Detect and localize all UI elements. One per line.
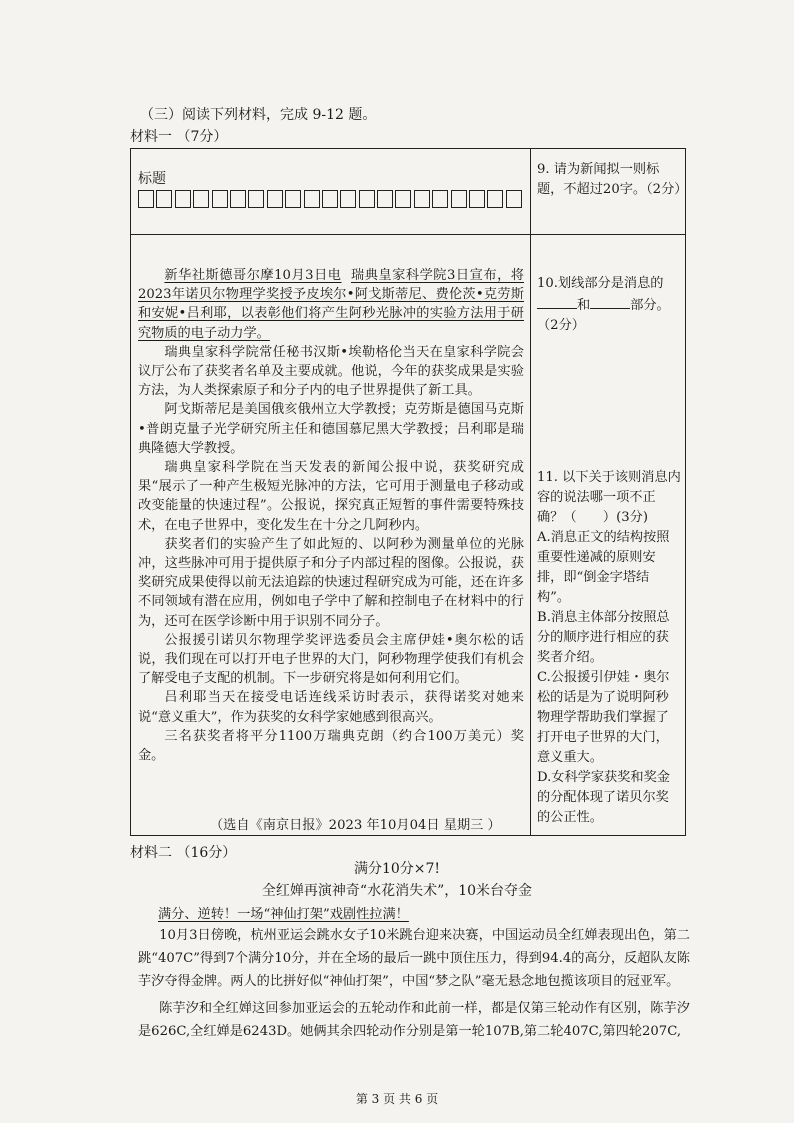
- title-answer-box[interactable]: [285, 190, 301, 208]
- question-9-text: 9. 请为新闻拟一则标题，不超过20字。（2分）: [537, 162, 688, 197]
- material2-score: （16分）: [176, 845, 237, 861]
- title-answer-box[interactable]: [359, 190, 375, 208]
- article-paragraph: 阿戈斯蒂尼是美国俄亥俄州立大学教授；克劳斯是德国马克斯•普朗克量子光学研究所主任和德国慕尼黑大学教授；吕利耶是瑞典隆德大学教授。: [138, 402, 524, 456]
- title-answer-box[interactable]: [175, 190, 191, 208]
- news-headline-1: 满分10分×7!: [353, 861, 441, 877]
- material1-name: 材料一: [130, 129, 172, 145]
- question-11: [537, 468, 681, 828]
- title-answer-box[interactable]: [230, 190, 246, 208]
- material2-body: [138, 924, 690, 1047]
- article-dateline: 新华社斯德哥尔摩10月3日电: [164, 268, 342, 283]
- title-answer-box[interactable]: [414, 190, 430, 208]
- title-answer-boxes[interactable]: [138, 190, 524, 208]
- table-divider-vertical: [530, 148, 531, 836]
- title-answer-box[interactable]: [322, 190, 338, 208]
- question-10-text-a: 10.划线部分是消息的: [537, 276, 664, 291]
- title-answer-box[interactable]: [248, 190, 264, 208]
- article-paragraph: 获奖者们的实验产生了如此短的、以阿秒为测量单位的光脉冲，这些脉冲可用于提供原子和分子内部过程的图像。公报说，获奖研究成果使得以前无法追踪的快速过程研究成为可能，还在许多不同领域有潜在应用，例如电子学中了解和控制电子在材料中的行为，还可在医学诊断中用于识别不同分子。: [138, 536, 524, 629]
- title-answer-box[interactable]: [304, 190, 320, 208]
- title-answer-box[interactable]: [267, 190, 283, 208]
- material1-score: （7分）: [176, 129, 228, 145]
- material2-name: 材料二: [130, 845, 172, 861]
- title-label: 标题: [138, 171, 166, 187]
- article-paragraph: 三名获奖者将平分1100万瑞典克朗（约合100万美元）奖金。: [138, 728, 524, 764]
- title-answer-box[interactable]: [506, 190, 522, 208]
- answer-blank[interactable]: [590, 294, 630, 309]
- article-paragraph: 公报援引诺贝尔物理学奖评选委员会主席伊娃•奥尔松的话说，我们现在可以打开电子世界的大门，阿秒物理学使我们有机会了解受电子支配的机制。下一步研究将是如何利用它们。: [138, 632, 524, 687]
- title-answer-box[interactable]: [487, 190, 503, 208]
- option-d[interactable]: D.女科学家获奖和奖金的分配体现了诺贝尔奖的公正性。: [537, 770, 670, 825]
- option-b[interactable]: B.消息主体部分按照总分的顺序进行相应的获奖者介绍。: [537, 610, 670, 665]
- title-answer-box[interactable]: [377, 190, 393, 208]
- news-article: [138, 266, 524, 765]
- title-answer-box[interactable]: [340, 190, 356, 208]
- material2-paragraph: 10月3日傍晚，杭州亚运会跳水女子10米跳台迎来决赛，中国运动员全红婵表现出色，第二跳“407C”得到7个满分10分，并在全场的最后一跳中顶住压力，得到94.4的高分，反超队友陈芋汐夺得金牌。两人的比拼好似“神仙打架”，中国“梦之队”毫无悬念地包揽该项目的冠亚军。: [138, 928, 690, 989]
- title-answer-box[interactable]: [451, 190, 467, 208]
- option-c[interactable]: C.公报援引伊娃・奥尔松的话是为了说明阿秒物理学帮助我们掌握了打开电子世界的大门，意义重大。: [537, 670, 670, 765]
- title-answer-box[interactable]: [395, 190, 411, 208]
- question-11-stem: 11. 以下关于该则消息内容的说法哪一项不正确？（ ）(3分): [537, 470, 681, 525]
- article-paragraph: 瑞典皇家科学院常任秘书汉斯•埃勒格伦当天在皇家科学院会议厅公布了获奖者名单及主要成就。他说，今年的获奖成果是实验方法，为人类探索原子和分子内的电子世界提供了新工具。: [138, 344, 524, 399]
- article-source: （选自《南京日报》2023 年10月04日 星期三 ）: [210, 818, 501, 833]
- question-10: [537, 274, 681, 336]
- title-answer-box[interactable]: [138, 190, 154, 208]
- article-lead: 瑞典皇家科学院3日宣布，将2023年诺贝尔物理学奖授予皮埃尔•阿戈斯蒂尼、费伦茨•克劳斯和安妮•吕利耶，以表彰他们将产生阿秒光脉冲的实验方法用于研究物质的电子动力学。: [138, 268, 524, 341]
- news-subheadline: 满分、逆转！一场“神仙打架”戏剧性拉满！: [158, 907, 409, 922]
- material1-label: [130, 126, 227, 146]
- news-headline-2: 全红婵再演神奇“水花消失术”，10米台夺金: [261, 883, 533, 899]
- table-divider-horizontal: [130, 234, 686, 235]
- option-a[interactable]: A.消息正文的结构按照重要性递减的原则安排，即“倒金字塔结构”。: [537, 530, 670, 605]
- article-paragraph: 瑞典皇家科学院在当天发表的新闻公报中说，获奖研究成果“展示了一种产生极短光脉冲的方法，它可用于测量电子移动或改变能量的快速过程”。公报说，探究真正短暂的事件需要特殊技术，在电子世界中，变化发生在十分之几阿秒内。: [138, 460, 524, 533]
- title-answer-box[interactable]: [469, 190, 485, 208]
- title-answer-box[interactable]: [212, 190, 228, 208]
- question-10-text-b: 部分。（2分）: [537, 298, 670, 333]
- section-title: （三）阅读下列材料，完成 9-12 题。: [140, 107, 377, 123]
- question-10-and: 和: [577, 298, 591, 313]
- question-9: [537, 160, 688, 200]
- title-answer-box[interactable]: [432, 190, 448, 208]
- title-answer-box[interactable]: [193, 190, 209, 208]
- page-footer: 第 3 页 共 6 页: [355, 1092, 439, 1106]
- article-paragraph: 吕利耶当天在接受电话连线采访时表示，获得诺奖对她来说“意义重大”，作为获奖的女科学家她感到很高兴。: [138, 690, 524, 725]
- answer-blank[interactable]: [537, 294, 577, 309]
- title-answer-box[interactable]: [156, 190, 172, 208]
- material2-paragraph: 陈芋汐和全红婵这回参加亚运会的五轮动作和此前一样，都是仅第三轮动作有区别，陈芋汐是626C,全红婵是6243D。她俩其余四轮动作分别是第一轮107B,第二轮407C,第四轮207C,: [138, 1001, 690, 1039]
- article-lead-paragraph: [138, 266, 524, 343]
